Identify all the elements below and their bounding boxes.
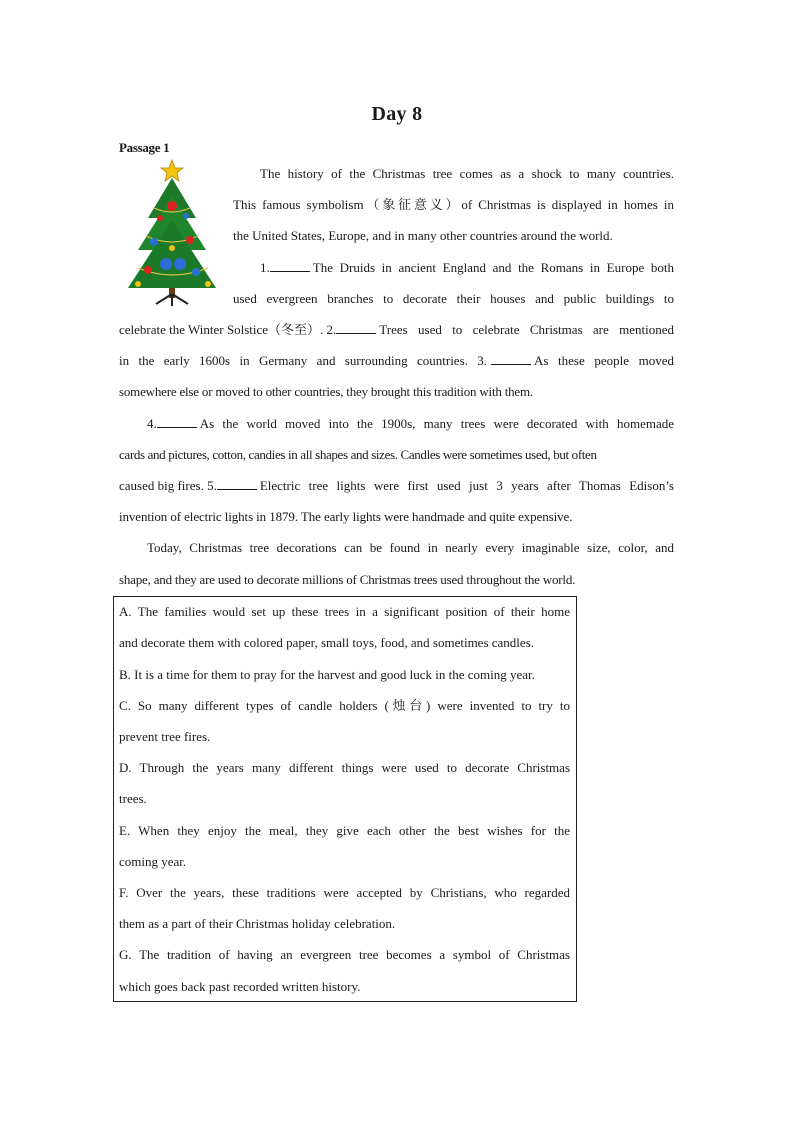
option-d-cont: trees. — [119, 791, 147, 806]
paragraph3-line — [147, 416, 674, 432]
paragraph2-text: The Druids in ancient England and the Romans in Europe both — [312, 260, 674, 275]
paragraph3-line — [119, 478, 674, 494]
paragraph2-line: somewhere else or moved to other countries, they brought this tradition with them. — [119, 384, 533, 399]
paragraph2-text: in the early 1600s in Germany and surrounding countries. 3. — [119, 353, 487, 368]
option-d: D. Through the years many different things were used to decorate Christmas — [119, 760, 570, 775]
option-c: C. So many different types of candle holders (烛台) were invented to try to — [119, 698, 570, 713]
paragraph3-text: Electric tree lights were first used just 3 years after Thomas Edison’s — [259, 478, 674, 493]
question-number: 1. — [260, 260, 270, 275]
answer-blank-1[interactable] — [270, 260, 310, 272]
paragraph3-line: cards and pictures, cotton, candies in all shapes and sizes. Candles were sometimes used, but often — [119, 447, 597, 462]
options-box — [113, 596, 577, 1002]
paragraph3-text: As the world moved into the 1900s, many trees were decorated with homemade — [199, 416, 674, 431]
answer-blank-5[interactable] — [217, 478, 257, 490]
option-b: B. It is a time for them to pray for the harvest and good luck in the coming year. — [119, 667, 535, 682]
option-e: E. When they enjoy the meal, they give each other the best wishes for the — [119, 823, 570, 838]
paragraph2-text: Trees used to celebrate Christmas are mentioned — [379, 322, 674, 337]
option-f-cont: them as a part of their Christmas holiday celebration. — [119, 916, 396, 931]
paragraph1-line: The history of the Christmas tree comes as a shock to many countries. — [260, 166, 674, 181]
option-a: A. The families would set up these trees in a significant position of their home — [119, 604, 570, 619]
paragraph2-text: As these people moved — [534, 353, 674, 368]
paragraph4-line: Today, Christmas tree decorations can be found in nearly every imaginable size, color, and — [147, 540, 674, 555]
paragraph3-line: invention of electric lights in 1879. The early lights were handmade and quite expensive. — [119, 509, 573, 524]
option-a-cont: and decorate them with colored paper, small toys, food, and sometimes candles. — [119, 635, 534, 650]
paragraph1-line: This famous symbolism（象征意义）of Christmas is displayed in homes in — [233, 197, 674, 212]
paragraph2-line: used evergreen branches to decorate their houses and public buildings to — [233, 291, 674, 306]
paragraph2-text: celebrate the Winter Solstice（冬至）. 2. — [119, 322, 337, 337]
passage-label: Passage 1 — [119, 140, 170, 155]
christmas-tree-icon — [124, 156, 220, 308]
paragraph2-line — [260, 260, 674, 276]
paragraph1-line: the United States, Europe, and in many other countries around the world. — [233, 228, 613, 243]
page-title: Day 8 — [371, 103, 423, 125]
answer-blank-4[interactable] — [157, 416, 197, 428]
answer-blank-2[interactable] — [336, 322, 376, 334]
option-g-cont: which goes back past recorded written history. — [119, 979, 361, 994]
question-number: 4. — [147, 416, 157, 431]
paragraph3-text: caused big fires. 5. — [119, 478, 217, 493]
option-g: G. The tradition of having an evergreen tree becomes a symbol of Christmas — [119, 947, 570, 962]
paragraph4-line: shape, and they are used to decorate millions of Christmas trees used throughout the world. — [119, 572, 576, 587]
answer-blank-3[interactable] — [491, 353, 531, 365]
option-e-cont: coming year. — [119, 854, 187, 869]
paragraph2-line — [119, 322, 674, 338]
option-f: F. Over the years, these traditions were accepted by Christians, who regarded — [119, 885, 570, 900]
paragraph2-line — [119, 353, 674, 369]
option-c-cont: prevent tree fires. — [119, 729, 211, 744]
